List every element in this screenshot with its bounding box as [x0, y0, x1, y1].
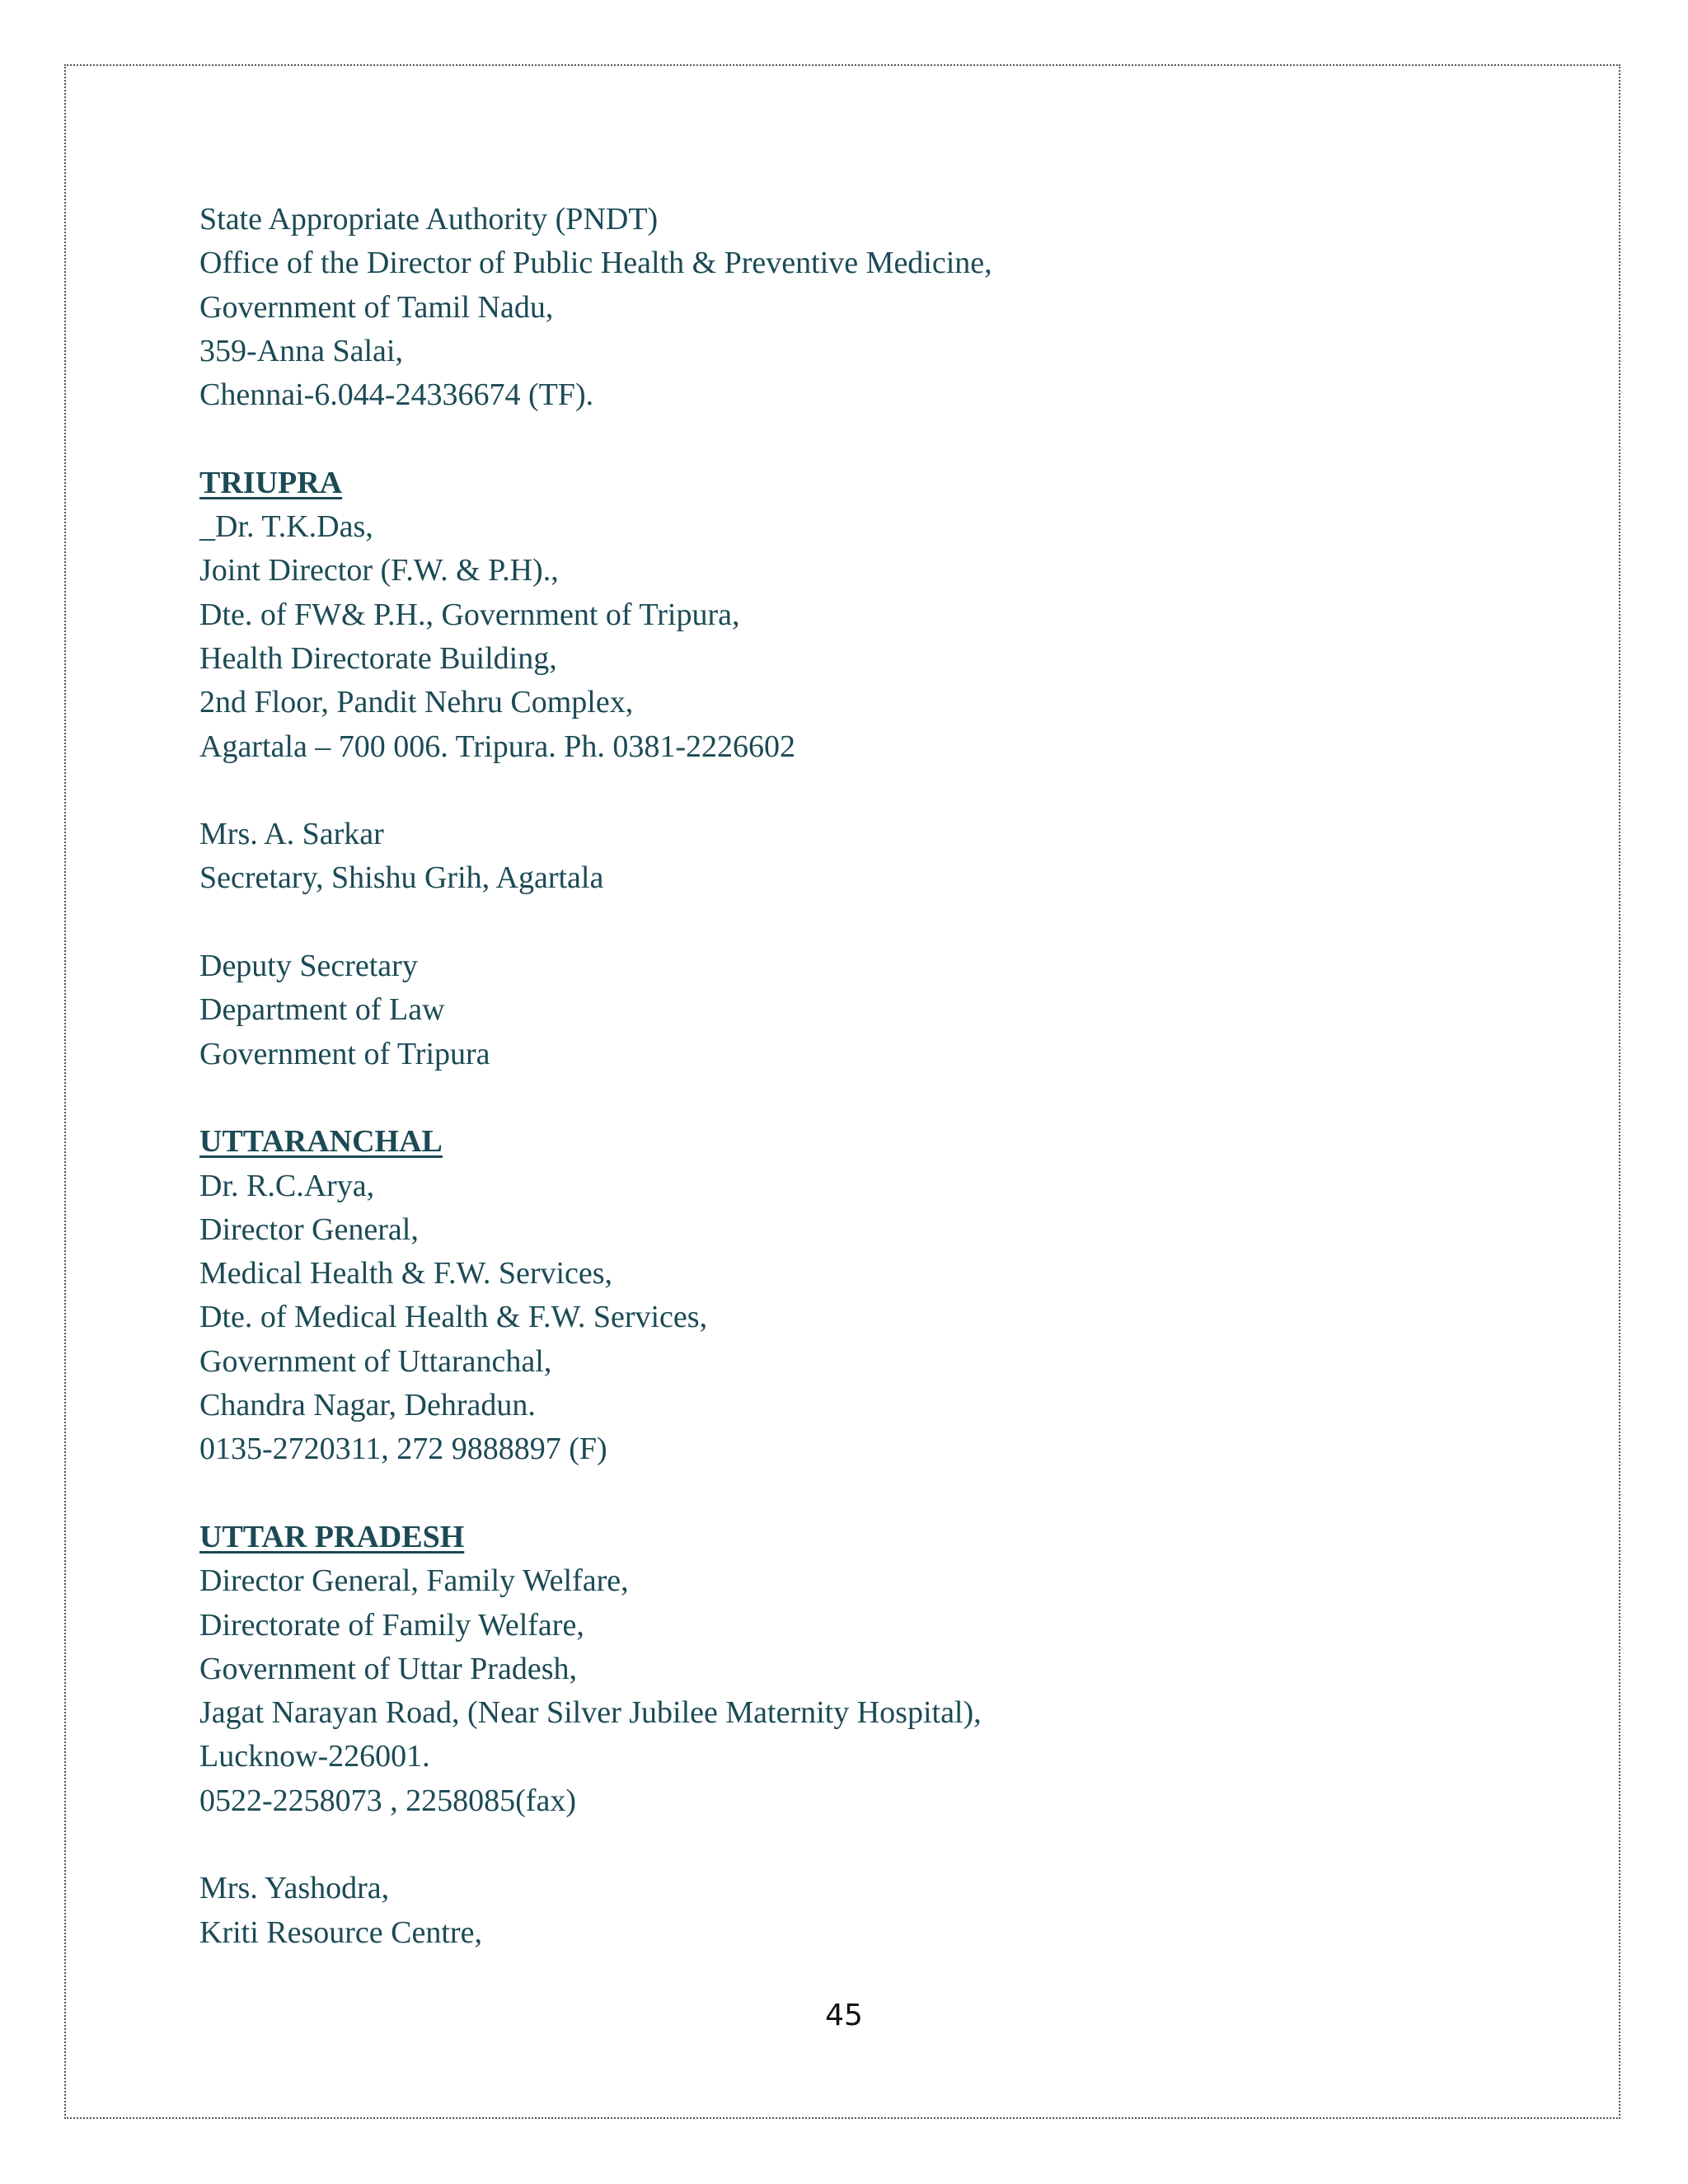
address-line: Chennai-6.044-24336674 (TF).: [199, 377, 594, 413]
address-line: Deputy Secretary: [199, 949, 418, 984]
document-body: [199, 198, 1518, 1999]
address-line: 0522-2258073 , 2258085(fax): [199, 1783, 576, 1818]
address-line: Joint Director (F.W. & P.H).,: [199, 553, 559, 588]
address-block-tripura-2: [199, 813, 1518, 901]
address-block-tripura-3: [199, 944, 1518, 1076]
address-line: Director General, Family Welfare,: [199, 1563, 629, 1599]
address-line: Mrs. Yashodra,: [199, 1871, 390, 1906]
address-line: Medical Health & F.W. Services,: [199, 1256, 613, 1291]
address-line: Dte. of FW& P.H., Government of Tripura,: [199, 597, 740, 632]
address-line: Government of Uttar Pradesh,: [199, 1651, 577, 1686]
address-line: Agartala – 700 006. Tripura. Ph. 0381-2226602: [199, 729, 796, 764]
address-block-uttar-pradesh-1: [199, 1516, 1518, 1823]
address-line: 2nd Floor, Pandit Nehru Complex,: [199, 685, 634, 720]
address-line: Dr. R.C.Arya,: [199, 1168, 375, 1203]
address-line: 0135-2720311, 272 9888897 (F): [199, 1432, 607, 1467]
address-line: Chandra Nagar, Dehradun.: [199, 1388, 536, 1423]
address-line: Government of Tamil Nadu,: [199, 289, 554, 325]
address-block-uttar-pradesh-2: [199, 1867, 1518, 1955]
address-line: Government of Tripura: [199, 1036, 490, 1071]
address-line: Secretary, Shishu Grih, Agartala: [199, 860, 604, 896]
address-line: Lucknow-226001.: [199, 1739, 430, 1774]
section-heading-uttaranchal: UTTARANCHAL: [199, 1124, 443, 1160]
section-heading-uttar-pradesh: UTTAR PRADESH: [199, 1519, 465, 1554]
address-block-tamil-nadu: [199, 198, 1518, 417]
address-line: 359-Anna Salai,: [199, 333, 403, 368]
address-line: Kriti Resource Centre,: [199, 1915, 482, 1950]
address-line: _Dr. T.K.Das,: [199, 509, 373, 545]
address-line: Government of Uttaranchal,: [199, 1343, 552, 1379]
address-line: Mrs. A. Sarkar: [199, 817, 384, 852]
address-line: Director General,: [199, 1212, 419, 1247]
address-block-tripura-1: [199, 462, 1518, 769]
page-number: 45: [825, 1999, 863, 2032]
address-line: State Appropriate Authority (PNDT): [199, 202, 659, 237]
address-line: Health Directorate Building,: [199, 640, 557, 676]
section-heading-tripura: TRIUPRA: [199, 465, 343, 500]
address-line: Dte. of Medical Health & F.W. Services,: [199, 1300, 708, 1335]
address-line: Jagat Narayan Road, (Near Silver Jubilee Maternity Hospital),: [199, 1695, 982, 1731]
address-line: Directorate of Family Welfare,: [199, 1607, 584, 1643]
address-line: Department of Law: [199, 992, 445, 1028]
address-block-uttaranchal: [199, 1120, 1518, 1471]
address-line: Office of the Director of Public Health & Preventive Medicine,: [199, 246, 992, 281]
